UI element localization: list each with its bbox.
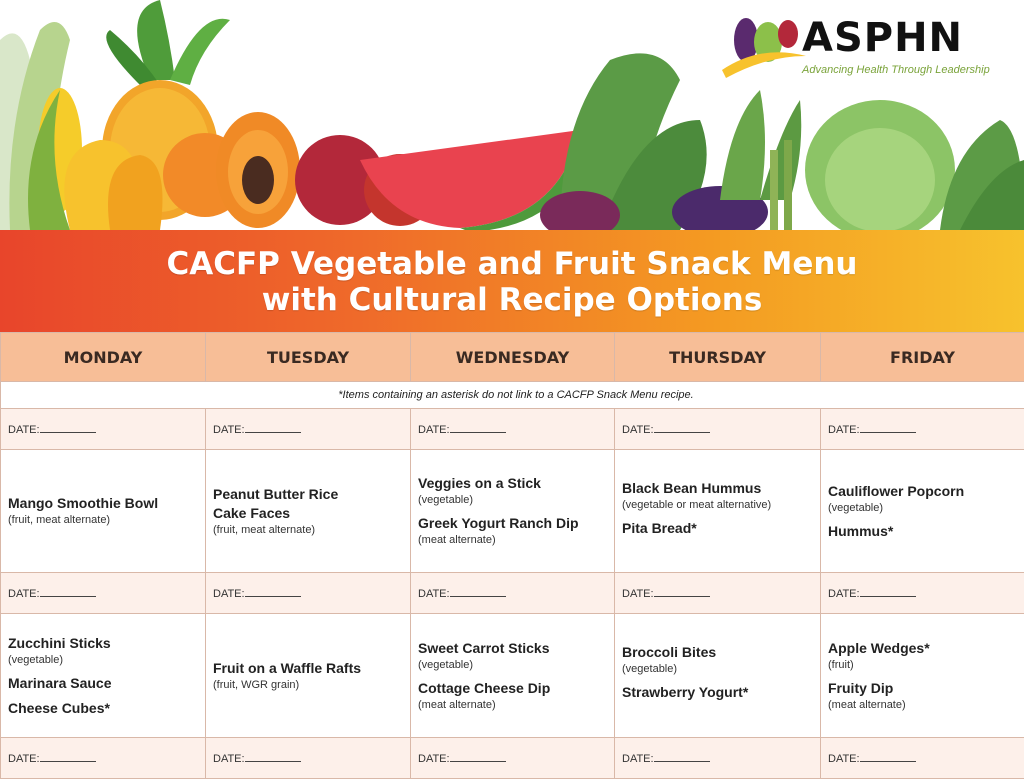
date-cell[interactable]: [1, 738, 206, 779]
date-label: DATE:: [213, 424, 245, 436]
menu-cell-friday: [821, 450, 1024, 573]
component-note: (meat alternate): [418, 533, 614, 548]
date-label: DATE:: [622, 588, 654, 600]
asphn-logo: [716, 4, 1016, 84]
day-header-monday: MONDAY: [1, 333, 206, 382]
date-blank-line: [245, 751, 301, 762]
date-cell[interactable]: [821, 738, 1024, 779]
menu-cell-thursday: [615, 450, 821, 573]
component-note: (vegetable): [8, 653, 205, 668]
menu-cell-monday: [1, 450, 206, 573]
date-blank-line: [654, 586, 710, 597]
menu-title-band: [0, 230, 1024, 332]
recipe-link[interactable]: Veggies on a Stick: [418, 474, 614, 493]
date-blank-line: [860, 751, 916, 762]
menu-title-line1: CACFP Vegetable and Fruit Snack Menu: [0, 230, 1024, 282]
produce-banner: [0, 0, 1024, 232]
date-cell[interactable]: [821, 573, 1024, 614]
menu-cell-wednesday: [411, 614, 615, 738]
day-header-thursday: THURSDAY: [615, 333, 821, 382]
component-note: (vegetable): [418, 493, 614, 508]
recipe-link[interactable]: Sweet Carrot Sticks: [418, 639, 614, 658]
date-blank-line: [860, 586, 916, 597]
menu-cell-thursday: [615, 614, 821, 738]
date-cell[interactable]: [615, 738, 821, 779]
recipe-link[interactable]: Fruit on a Waffle Rafts: [213, 659, 410, 678]
logo-wordmark: ASPHN: [802, 16, 963, 60]
recipe-link[interactable]: Cauliflower Popcorn: [828, 482, 1024, 501]
day-header-tuesday: TUESDAY: [206, 333, 411, 382]
date-cell[interactable]: [1, 573, 206, 614]
date-cell[interactable]: [411, 409, 615, 450]
date-label: DATE:: [622, 753, 654, 765]
component-note: (vegetable or meat alternative): [622, 498, 820, 513]
date-label: DATE:: [213, 588, 245, 600]
component-note: (vegetable): [828, 501, 1024, 516]
date-label: DATE:: [828, 588, 860, 600]
date-row: [1, 738, 1024, 779]
date-cell[interactable]: [206, 738, 411, 779]
date-blank-line: [40, 751, 96, 762]
date-blank-line: [450, 422, 506, 433]
menu-item-name: Cheese Cubes*: [8, 699, 205, 718]
date-label: DATE:: [8, 753, 40, 765]
asterisk-note-row: [1, 382, 1024, 409]
menu-cell-monday: [1, 614, 206, 738]
component-note: (vegetable): [418, 658, 614, 673]
date-label: DATE:: [828, 753, 860, 765]
component-note: (fruit, WGR grain): [213, 678, 410, 693]
recipe-link[interactable]: Fruity Dip: [828, 679, 1024, 698]
recipe-link[interactable]: Zucchini Sticks: [8, 634, 205, 653]
recipe-link[interactable]: Peanut Butter Rice Cake Faces: [213, 485, 410, 523]
date-cell[interactable]: [206, 573, 411, 614]
menu-title-line2: with Cultural Recipe Options: [0, 282, 1024, 318]
date-blank-line: [40, 586, 96, 597]
asterisk-note: *Items containing an asterisk do not link to a CACFP Snack Menu recipe.: [1, 382, 1024, 409]
recipe-link[interactable]: Marinara Sauce: [8, 674, 205, 693]
date-cell[interactable]: [821, 409, 1024, 450]
snack-menu-table: [0, 332, 1024, 779]
date-label: DATE:: [622, 424, 654, 436]
date-blank-line: [450, 586, 506, 597]
date-row: [1, 409, 1024, 450]
date-cell[interactable]: [1, 409, 206, 450]
date-label: DATE:: [418, 588, 450, 600]
component-note: (fruit, meat alternate): [213, 523, 410, 538]
menu-item-name: Hummus*: [828, 522, 1024, 541]
menu-item-name: Apple Wedges*: [828, 639, 1024, 658]
date-label: DATE:: [418, 424, 450, 436]
recipe-link[interactable]: Black Bean Hummus: [622, 479, 820, 498]
menu-item-name: Pita Bread*: [622, 519, 820, 538]
date-blank-line: [40, 422, 96, 433]
menu-item-row: [1, 614, 1024, 738]
date-blank-line: [245, 586, 301, 597]
date-cell[interactable]: [615, 409, 821, 450]
recipe-link[interactable]: Greek Yogurt Ranch Dip: [418, 514, 614, 533]
menu-cell-tuesday: [206, 614, 411, 738]
date-label: DATE:: [828, 424, 860, 436]
date-blank-line: [245, 422, 301, 433]
recipe-link[interactable]: Cottage Cheese Dip: [418, 679, 614, 698]
day-header-row: [1, 333, 1024, 382]
date-blank-line: [654, 422, 710, 433]
recipe-link[interactable]: Mango Smoothie Bowl: [8, 494, 205, 513]
date-label: DATE:: [8, 424, 40, 436]
date-cell[interactable]: [615, 573, 821, 614]
component-note: (fruit): [828, 658, 1024, 673]
date-blank-line: [860, 422, 916, 433]
date-blank-line: [450, 751, 506, 762]
menu-item-row: [1, 450, 1024, 573]
logo-tagline: Advancing Health Through Leadership: [802, 64, 990, 76]
date-cell[interactable]: [411, 573, 615, 614]
menu-cell-friday: [821, 614, 1024, 738]
component-note: (vegetable): [622, 662, 820, 677]
day-header-friday: FRIDAY: [821, 333, 1024, 382]
component-note: (meat alternate): [828, 698, 1024, 713]
date-label: DATE:: [418, 753, 450, 765]
component-note: (fruit, meat alternate): [8, 513, 205, 528]
produce-logo-icon: [716, 4, 806, 84]
date-blank-line: [654, 751, 710, 762]
menu-cell-tuesday: [206, 450, 411, 573]
menu-cell-wednesday: [411, 450, 615, 573]
date-label: DATE:: [213, 753, 245, 765]
date-label: DATE:: [8, 588, 40, 600]
day-header-wednesday: WEDNESDAY: [411, 333, 615, 382]
date-row: [1, 573, 1024, 614]
date-cell[interactable]: [206, 409, 411, 450]
recipe-link[interactable]: Broccoli Bites: [622, 643, 820, 662]
component-note: (meat alternate): [418, 698, 614, 713]
date-cell[interactable]: [411, 738, 615, 779]
menu-item-name: Strawberry Yogurt*: [622, 683, 820, 702]
